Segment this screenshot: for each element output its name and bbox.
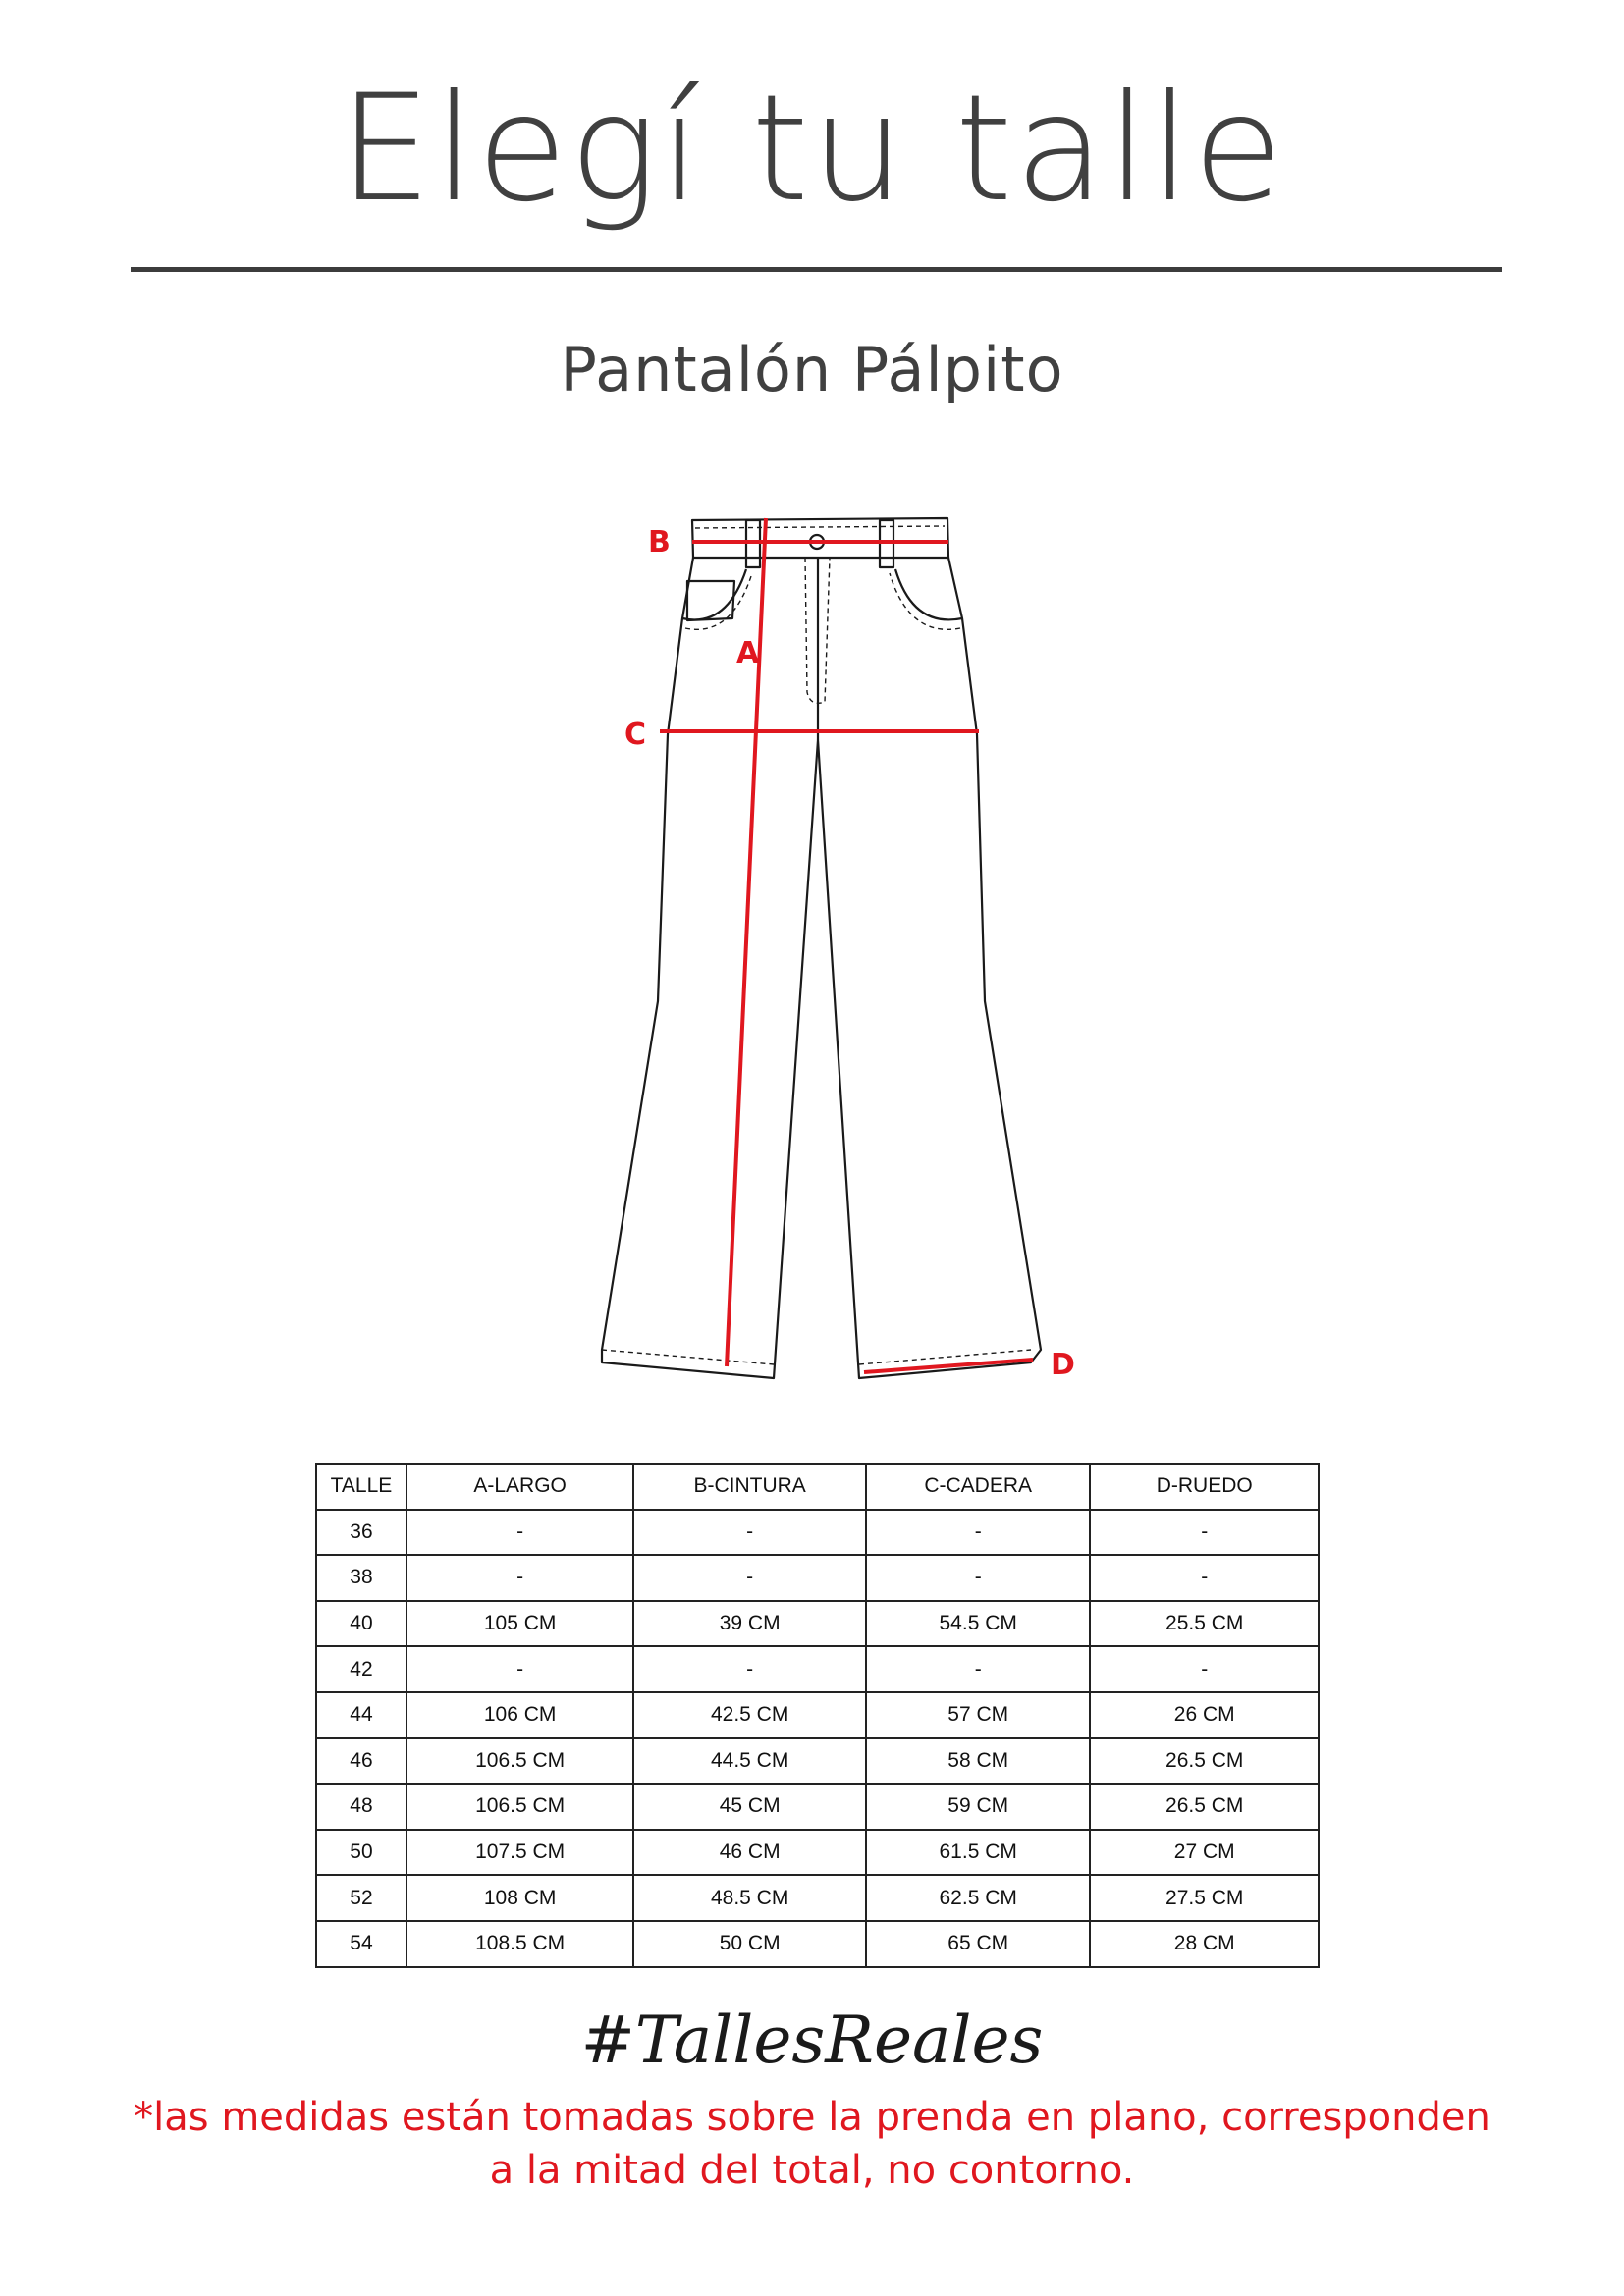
pocket-left — [682, 569, 746, 619]
cell-largo: 105 CM — [406, 1601, 633, 1647]
table-row — [316, 1921, 1319, 1967]
table-row — [316, 1692, 1319, 1738]
coin-pocket-left — [687, 581, 734, 620]
label-a: A — [736, 636, 760, 670]
table-row — [316, 1601, 1319, 1647]
pants-measurement-diagram — [589, 491, 1100, 1394]
cell-cadera: - — [866, 1510, 1091, 1556]
cell-cadera: 59 CM — [866, 1784, 1091, 1830]
cell-talle: 54 — [316, 1921, 406, 1967]
header-cintura: B-CINTURA — [633, 1464, 866, 1510]
header-largo: A-LARGO — [406, 1464, 633, 1510]
cell-cadera: - — [866, 1646, 1091, 1692]
cell-cadera: 58 CM — [866, 1738, 1091, 1785]
cell-ruedo: - — [1090, 1510, 1319, 1556]
label-b: B — [648, 525, 671, 560]
cell-ruedo: - — [1090, 1646, 1319, 1692]
cell-talle: 38 — [316, 1555, 406, 1601]
cell-cintura: - — [633, 1510, 866, 1556]
cell-ruedo: 27 CM — [1090, 1830, 1319, 1876]
cell-largo: - — [406, 1510, 633, 1556]
cell-largo: 108.5 CM — [406, 1921, 633, 1967]
cell-talle: 46 — [316, 1738, 406, 1785]
cell-cintura: 50 CM — [633, 1921, 866, 1967]
cell-talle: 52 — [316, 1875, 406, 1921]
cell-talle: 50 — [316, 1830, 406, 1876]
cell-largo: - — [406, 1555, 633, 1601]
cell-ruedo: 27.5 CM — [1090, 1875, 1319, 1921]
cell-ruedo: 26.5 CM — [1090, 1784, 1319, 1830]
cell-cintura: 45 CM — [633, 1784, 866, 1830]
cell-cadera: - — [866, 1555, 1091, 1601]
product-name: Pantalón Pálpito — [560, 334, 1064, 405]
table-row — [316, 1738, 1319, 1785]
label-d: D — [1051, 1348, 1075, 1382]
cell-cintura: 44.5 CM — [633, 1738, 866, 1785]
pants-drawing — [589, 491, 1100, 1394]
table-row — [316, 1555, 1319, 1601]
hashtag-signature: #TallesReales — [580, 2002, 1044, 2078]
cell-largo: 107.5 CM — [406, 1830, 633, 1876]
title-divider — [131, 267, 1502, 272]
hem-left — [602, 1350, 774, 1364]
cell-cintura: 46 CM — [633, 1830, 866, 1876]
cell-cintura: - — [633, 1555, 866, 1601]
cell-cadera: 57 CM — [866, 1692, 1091, 1738]
cell-largo: - — [406, 1646, 633, 1692]
pants-outline — [602, 558, 1041, 1378]
label-c: C — [624, 718, 647, 752]
size-table — [315, 1463, 1320, 1968]
cell-cadera: 65 CM — [866, 1921, 1091, 1967]
cell-cintura: 48.5 CM — [633, 1875, 866, 1921]
page-title: Elegí tu talle — [338, 64, 1286, 235]
cell-cintura: 39 CM — [633, 1601, 866, 1647]
note-line-2: a la mitad del total, no contorno. — [489, 2148, 1135, 2193]
header-talle: TALLE — [316, 1464, 406, 1510]
cell-cadera: 61.5 CM — [866, 1830, 1091, 1876]
cell-ruedo: - — [1090, 1555, 1319, 1601]
measurement-note — [59, 2091, 1565, 2197]
table-row — [316, 1875, 1319, 1921]
cell-cintura: 42.5 CM — [633, 1692, 866, 1738]
cell-largo: 106.5 CM — [406, 1738, 633, 1785]
cell-largo: 106 CM — [406, 1692, 633, 1738]
cell-cintura: - — [633, 1646, 866, 1692]
cell-ruedo: 26 CM — [1090, 1692, 1319, 1738]
waistband-outline — [692, 518, 948, 558]
table-row — [316, 1646, 1319, 1692]
cell-cadera: 62.5 CM — [866, 1875, 1091, 1921]
cell-talle: 48 — [316, 1784, 406, 1830]
cell-ruedo: 25.5 CM — [1090, 1601, 1319, 1647]
waistband-topstitch — [695, 526, 945, 528]
header-cadera: C-CADERA — [866, 1464, 1091, 1510]
header-ruedo: D-RUEDO — [1090, 1464, 1319, 1510]
cell-largo: 106.5 CM — [406, 1784, 633, 1830]
cell-talle: 36 — [316, 1510, 406, 1556]
cell-talle: 40 — [316, 1601, 406, 1647]
table-row — [316, 1830, 1319, 1876]
cell-ruedo: 28 CM — [1090, 1921, 1319, 1967]
cell-cadera: 54.5 CM — [866, 1601, 1091, 1647]
table-row — [316, 1784, 1319, 1830]
cell-talle: 44 — [316, 1692, 406, 1738]
cell-largo: 108 CM — [406, 1875, 633, 1921]
table-row — [316, 1510, 1319, 1556]
cell-talle: 42 — [316, 1646, 406, 1692]
note-line-1: *las medidas están tomadas sobre la prenda en plano, corresponden — [134, 2095, 1490, 2140]
cell-ruedo: 26.5 CM — [1090, 1738, 1319, 1785]
table-header-row — [316, 1464, 1319, 1510]
